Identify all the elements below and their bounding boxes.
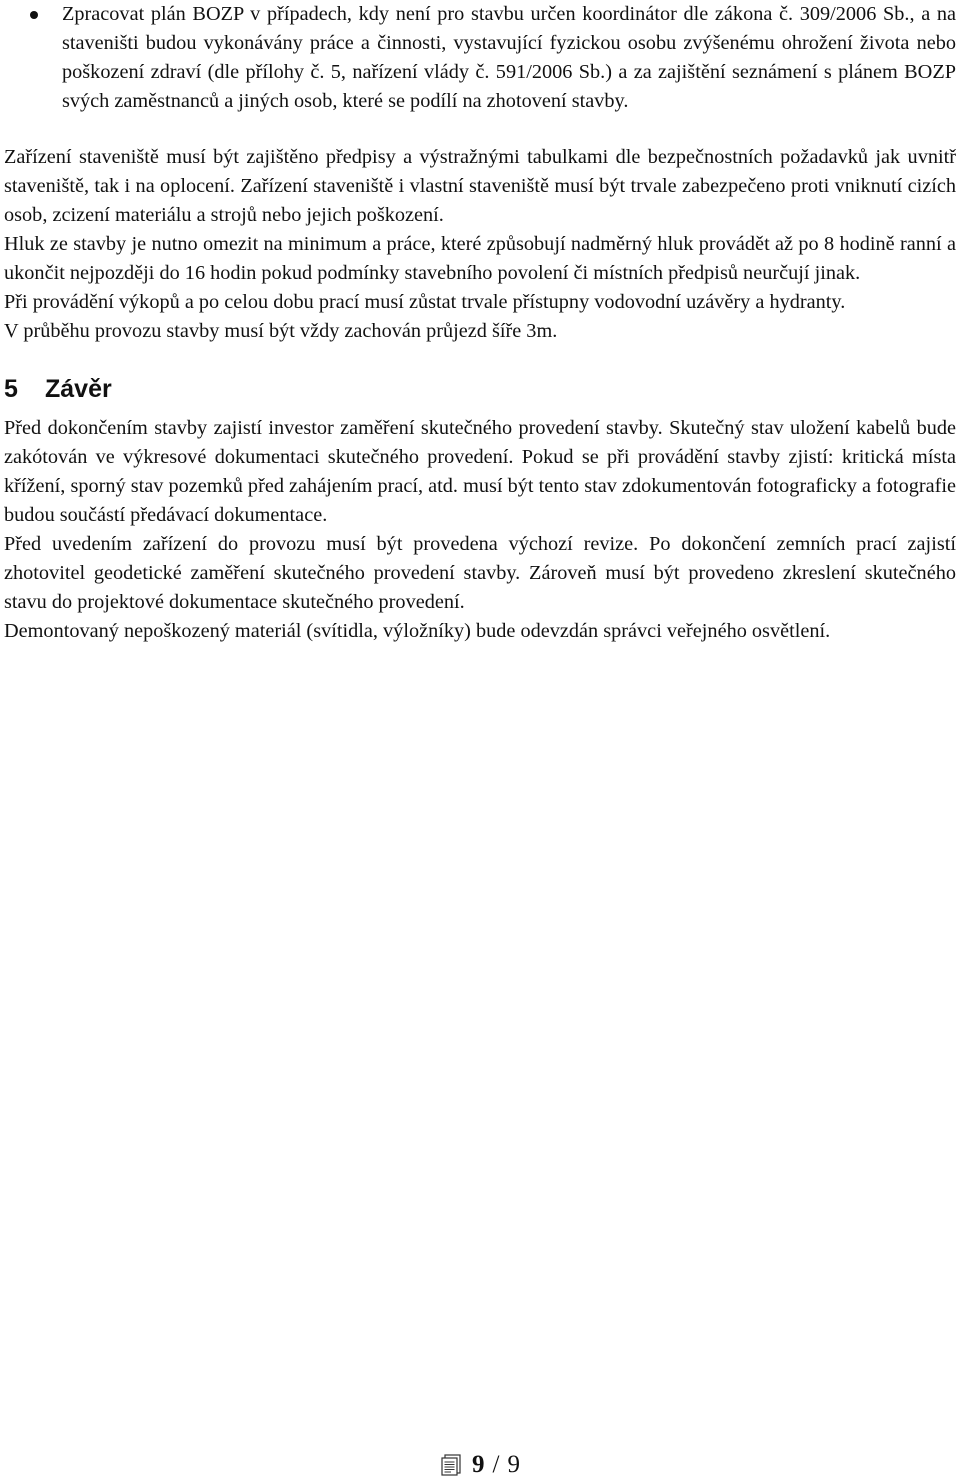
total-page-count: 9	[507, 1451, 520, 1478]
paragraph-noise: Hluk ze stavby je nutno omezit na minimum a práce, které způsobují nadměrný hluk provádět až po 8 hodině ranní a ukončit nejpozději do 16 hodin pokud podmínky stavebního povolení či místních předpisů neurčují jinak.	[4, 233, 956, 284]
document-pages-icon	[440, 1454, 462, 1476]
paragraph-excavation: Při provádění výkopů a po celou dobu prací musí zůstat trvale přístupny vodovodní uzávěry a hydranty.	[4, 291, 846, 313]
bullet-list-item	[4, 0, 956, 116]
bullet-text: Zpracovat plán BOZP v případech, kdy není pro stavbu určen koordinátor dle zákona č. 309/2006 Sb., a na staveništi budou vykonávány práce a činnosti, vystavující fyzickou osobu zvýšenému ohrožení života nebo poškození zdraví (dle přílohy č. 5, nařízení vlády č. 591/2006 Sb.) a za zajištění seznámení s plánem BOZP svých zaměstnanců a jiných osob, které se podílí na zhotovení stavby.	[62, 3, 956, 112]
spacer	[4, 116, 956, 143]
page-separator: /	[492, 1451, 500, 1478]
paragraph-as-built-survey: Před dokončením stavby zajistí investor zaměření skutečného provedení stavby. Skutečný stav uložení kabelů bude zakótován ve výkresové dokumentaci skutečného provedení. Pokud se při provádění stavby zjistí: kritická místa křížení, sporný stav pozemků před zahájením prací, atd. musí být tento stav zdokumentován fotograficky a fotografie budou součástí předávací dokumentace.	[4, 417, 956, 526]
section-title: Závěr	[45, 375, 112, 403]
page-footer	[0, 1448, 960, 1482]
paragraph-site-equipment: Zařízení staveniště musí být zajištěno předpisy a výstražnými tabulkami dle bezpečnostních požadavků jak uvnitř staveniště, tak i na oplocení. Zařízení staveniště i vlastní staveniště musí být trvale zabezpečeno proti vniknutí cizích osob, zcizení materiálu a strojů nebo jejich poškození.	[4, 146, 956, 226]
document-body	[4, 0, 956, 646]
bullet-icon	[30, 11, 38, 19]
section-heading	[4, 374, 956, 404]
paragraph-dismantled-material: Demontovaný nepoškozený materiál (svítidla, výložníky) bude odevzdán správci veřejného osvětlení.	[4, 620, 831, 642]
current-page-number: 9	[472, 1451, 485, 1478]
section-number: 5	[4, 375, 18, 403]
paragraph-initial-revision: Před uvedením zařízení do provozu musí být provedena výchozí revize. Po dokončení zemních prací zajistí zhotovitel geodetické zaměření skutečného provedení stavby. Zároveň musí být provedeno zkreslení skutečného stavu do projektové dokumentace skutečného provedení.	[4, 533, 956, 613]
paragraph-passage: V průběhu provozu stavby musí být vždy zachován průjezd šíře 3m.	[4, 320, 558, 342]
